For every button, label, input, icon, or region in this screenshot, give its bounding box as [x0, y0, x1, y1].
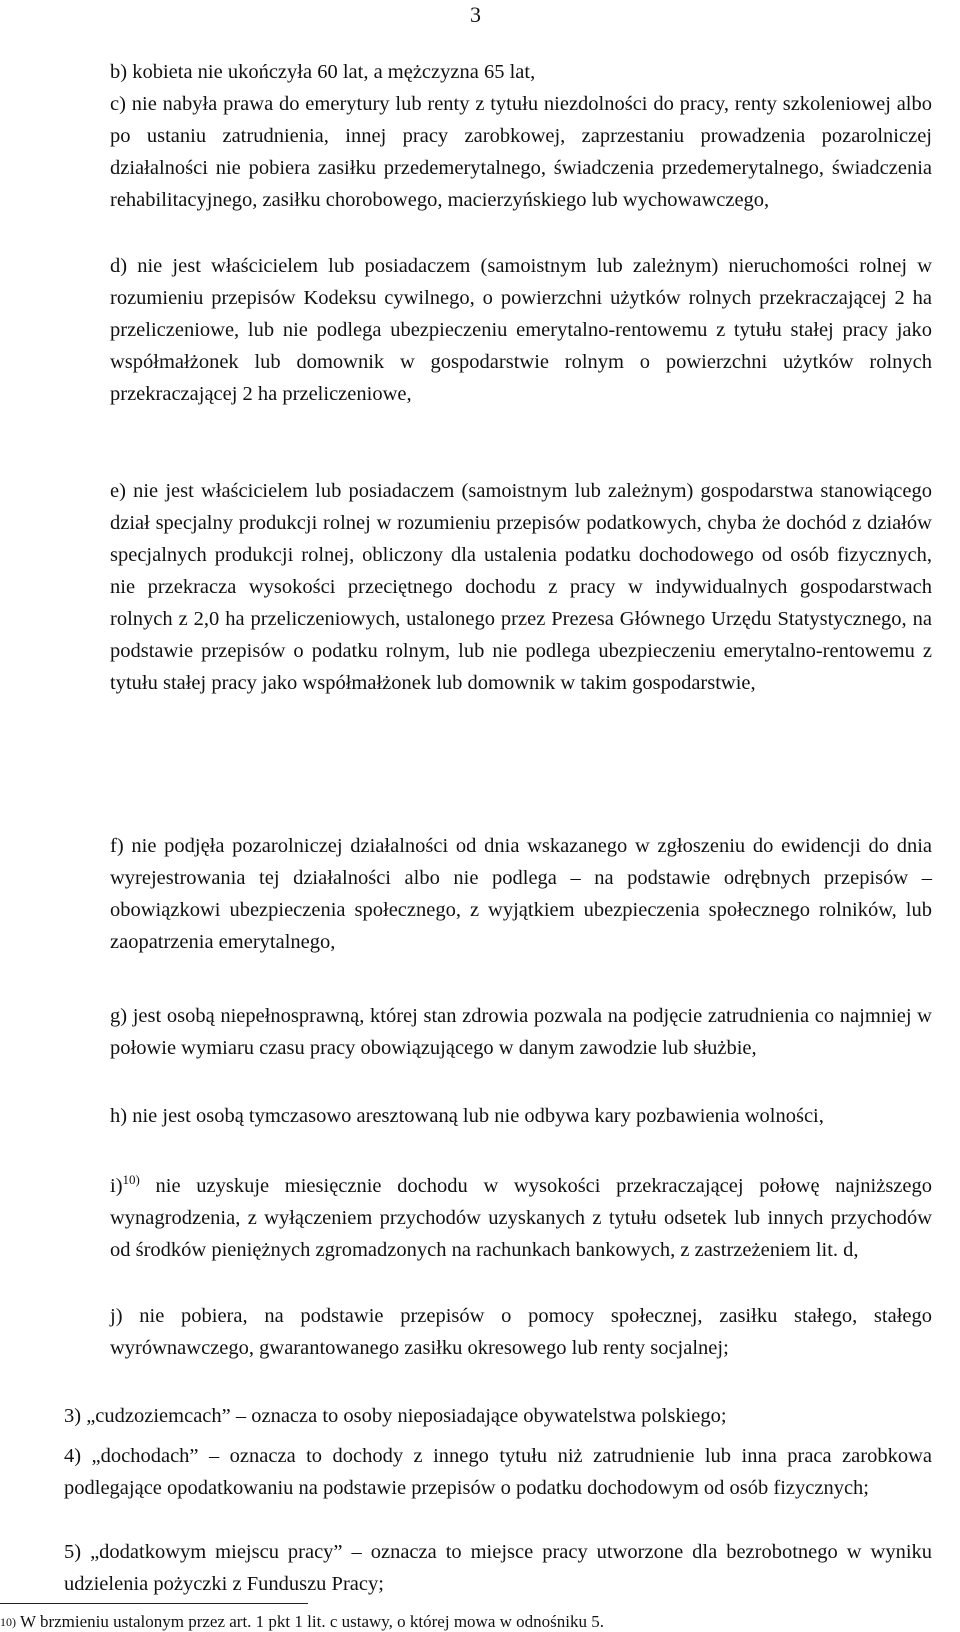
footnote-reference: 10) — [122, 1172, 140, 1187]
list-item-b — [110, 56, 932, 88]
list-item-j — [110, 1300, 932, 1364]
point-5 — [64, 1536, 932, 1600]
item-marker: h) — [110, 1105, 128, 1127]
item-marker: e) — [110, 480, 126, 502]
footnote-separator — [0, 1603, 308, 1604]
point-marker: 5) — [64, 1541, 82, 1563]
list-item-f — [110, 830, 932, 958]
item-marker: j) — [110, 1305, 123, 1327]
item-text: kobieta nie ukończyła 60 lat, a mężczyzna 65 lat, — [132, 61, 536, 83]
point-marker: 3) — [64, 1405, 82, 1427]
list-item-c — [110, 88, 932, 216]
list-item-h — [110, 1100, 932, 1132]
item-marker: c) — [110, 93, 126, 115]
item-marker: d) — [110, 255, 128, 277]
item-text: nie jest osobą tymczasowo aresztowaną lub nie odbywa kary pozbawienia wolności, — [132, 1105, 824, 1127]
item-text: nie uzyskuje miesięcznie dochodu w wysokości przekraczającej połowę najniższego wynagrodzenia, z wyłączeniem przychodów uzyskanych z tytułu odsetek lub innych przychodów od środków pieniężnych zgromadzonych na rachunkach bankowych, z zastrzeżeniem lit. d, — [110, 1175, 932, 1261]
item-text: nie nabyła prawa do emerytury lub renty z tytułu niezdolności do pracy, renty szkoleniowej albo po ustaniu zatrudnienia, innej pracy zarobkowej, zaprzestaniu prowadzenia pozarolniczej działalności nie pobiera zasiłku przedemerytalnego, świadczenia przedemerytalnego, świadczenia rehabilitacyjnego, zasiłku chorobowego, macierzyńskiego lub wychowawczego, — [110, 93, 932, 211]
item-text: nie pobiera, na podstawie przepisów o pomocy społecznej, zasiłku stałego, stałego wyrównawczego, gwarantowanego zasiłku okresowego lub renty socjalnej; — [110, 1305, 933, 1359]
point-3 — [64, 1400, 932, 1432]
item-text: nie podjęła pozarolniczej działalności od dnia wskazanego w zgłoszeniu do ewidencji do dnia wyrejestrowania tej działalności albo nie podlega – na podstawie odrębnych przepisów – obowiązkowi ubezpieczenia społecznego, z wyjątkiem ubezpieczenia społecznego rolników, lub zaopatrzenia emerytalnego, — [110, 835, 933, 953]
point-4 — [64, 1440, 932, 1504]
page-number: 3 — [470, 2, 481, 27]
point-text: „dochodach” – oznacza to dochody z innego tytułu niż zatrudnienie lub inna praca zarobkowa podlegające opodatkowaniu na podstawie przepisów o podatku dochodowym od osób fizycznych; — [64, 1445, 932, 1499]
point-text: „cudzoziemcach” – oznacza to osoby nieposiadające obywatelstwa polskiego; — [86, 1405, 727, 1427]
list-item-e — [110, 475, 932, 699]
list-item-d — [110, 250, 932, 410]
point-marker: 4) — [64, 1445, 82, 1467]
item-text: jest osobą niepełnosprawną, której stan zdrowia pozwala na podjęcie zatrudnienia co najmniej w połowie wymiaru czasu pracy obowiązującego w danym zawodzie lub służbie, — [110, 1005, 932, 1059]
list-item-g — [110, 1000, 932, 1064]
point-text: „dodatkowym miejscu pracy” – oznacza to miejsce pracy utworzone dla bezrobotnego w wyniku udzielenia pożyczki z Funduszu Pracy; — [64, 1541, 933, 1595]
item-marker: i)$^{10)}$ — [110, 1172, 140, 1197]
item-text: nie jest właścicielem lub posiadaczem (samoistnym lub zależnym) nieruchomości rolnej w rozumieniu przepisów Kodeksu cywilnego, o powierzchni użytków rolnych przekraczającej 2 ha przeliczeniowe, lub nie podlega ubezpieczeniu emerytalno-rentowemu z tytułu stałej pracy jako współmałżonek lub domownik w gospodarstwie rolnym o powierzchni użytków rolnych przekraczającej 2 ha przeliczeniowe, — [110, 255, 933, 405]
item-marker: g) — [110, 1005, 128, 1027]
item-text: nie jest właścicielem lub posiadaczem (samoistnym lub zależnym) gospodarstwa stanowiącego dział specjalny produkcji rolnej w rozumieniu przepisów podatkowych, chyba że dochód z działów specjalnych produkcji rolnej, obliczony dla ustalenia podatku dochodowego od osób fizycznych, nie przekracza wysokości przeciętnego dochodu z pracy w indywidualnych gospodarstwach rolnych z 2,0 ha przeliczeniowych, ustalonego przez Prezesa Głównego Urzędu Statystycznego, na podstawie przepisów o podatku rolnym, lub nie podlega ubezpieczeniu emerytalno-rentowemu z tytułu stałej pracy jako współmałżonek lub domownik w takim gospodarstwie, — [110, 480, 932, 694]
footnote-text: W brzmieniu ustalonym przez art. 1 pkt 1 lit. c ustawy, o której mowa w odnośniku 5. — [19, 1612, 604, 1631]
item-marker: b) — [110, 61, 128, 83]
footnote-marker: 10) — [0, 1615, 16, 1629]
list-item-i — [110, 1170, 932, 1266]
item-marker: f) — [110, 835, 124, 857]
footnote — [0, 1612, 604, 1632]
